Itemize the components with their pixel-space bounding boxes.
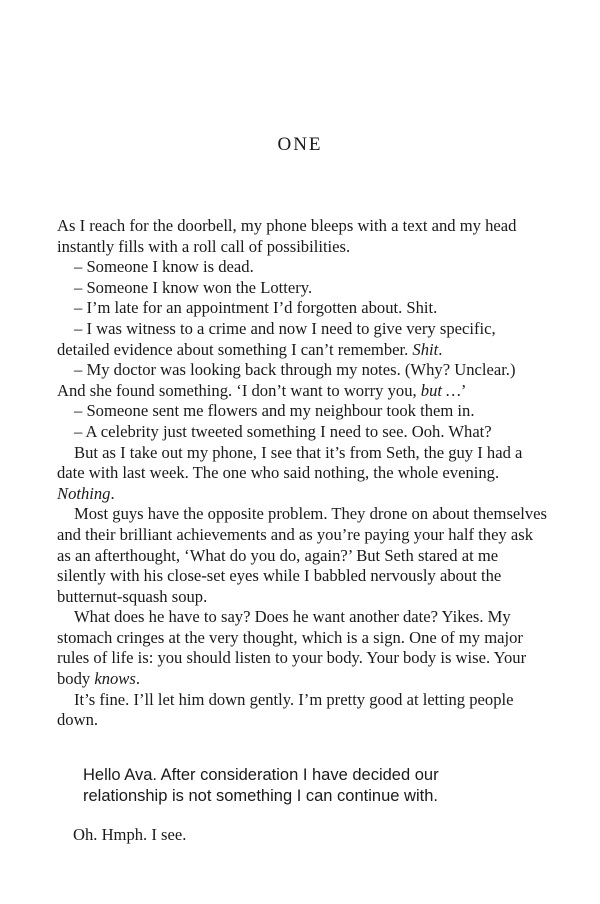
paragraph: What does he have to say? Does he want another date? Yikes. My stomach cringes at the very thought, which is a sign. One of my major rules of life is: you should listen to your body. Your body is wise. Your body knows. xyxy=(57,607,527,689)
emphasis: but … xyxy=(420,380,461,400)
paragraph: – Someone I know won the Lottery. xyxy=(74,277,313,297)
paragraph: But as I take out my phone, I see that it’s from Seth, the guy I had a date with last week. The one who said nothing, the whole evening. Nothing. xyxy=(57,442,523,503)
paragraph: As I reach for the doorbell, my phone bleeps with a text and my head instantly fills with a roll call of possibilities. xyxy=(57,216,517,256)
paragraph: – A celebrity just tweeted something I need to see. Ooh. What? xyxy=(74,421,492,441)
text-message: Hello Ava. After consideration I have decided our relationship is not something I can continue with. xyxy=(83,766,439,805)
emphasis: Shit xyxy=(412,339,439,359)
paragraph: Most guys have the opposite problem. They drone on about themselves and their brilliant achievements and as you’re paying your half they ask as an afterthought, ‘What do you do, again?’ But Seth stared at me silently with his close-set eyes while I babbled nervously about the butternut-squash soup. xyxy=(57,504,547,606)
reply-line: Oh. Hmph. I see. xyxy=(73,825,187,844)
paragraph: – I’m late for an appointment I’d forgotten about. Shit. xyxy=(74,298,438,318)
body-text xyxy=(57,216,547,731)
paragraph: – Someone sent me flowers and my neighbour took them in. xyxy=(74,401,475,421)
paragraph: – My doctor was looking back through my notes. (Why? Unclear.) And she found something. ‘I don’t want to worry you, but …’ xyxy=(57,360,516,400)
paragraph: – I was witness to a crime and now I need to give very specific, detailed evidence about something I can’t remember. Shit. xyxy=(57,318,496,359)
emphasis: Nothing xyxy=(57,483,111,503)
paragraph: – Someone I know is dead. xyxy=(74,257,254,277)
chapter-title: ONE xyxy=(277,134,323,155)
emphasis: knows xyxy=(94,669,136,689)
paragraph: It’s fine. I’ll let him down gently. I’m pretty good at letting people down. xyxy=(57,689,514,730)
